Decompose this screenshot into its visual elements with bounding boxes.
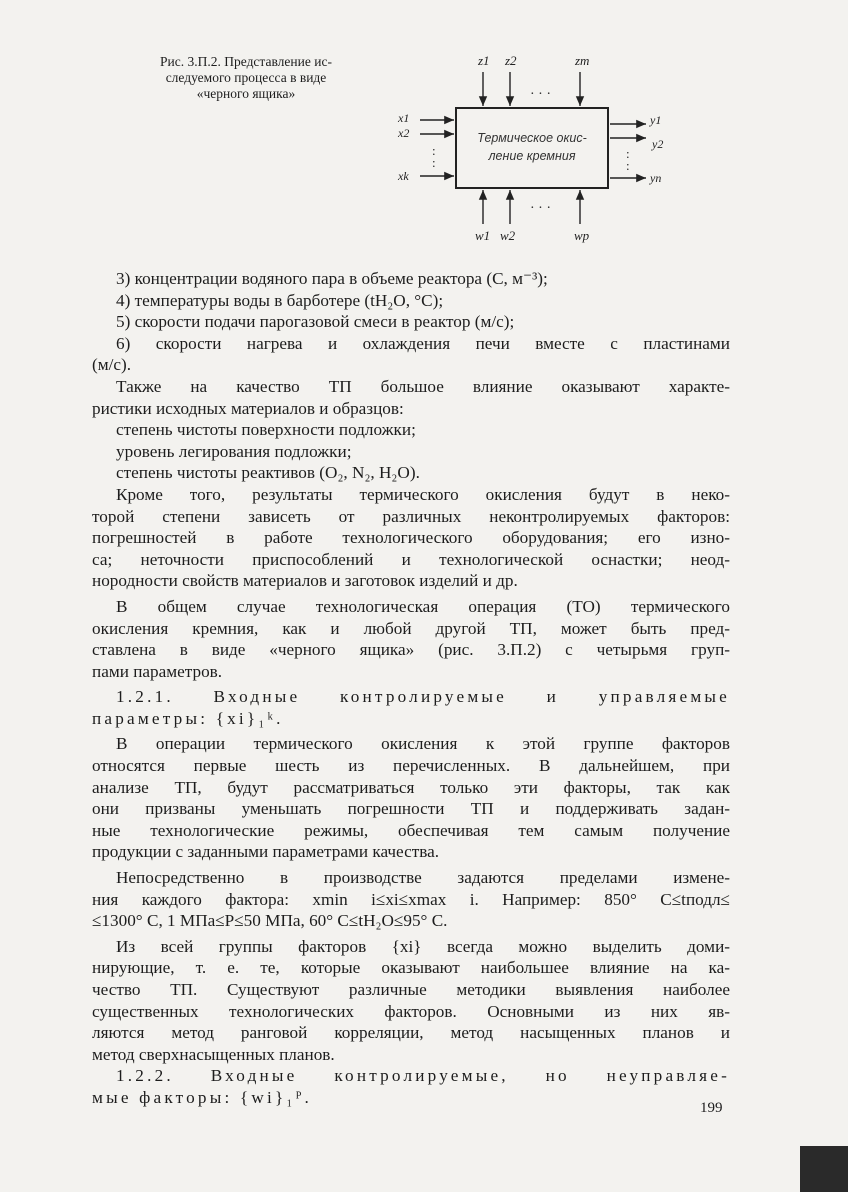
paragraph-line: ния каждого фактора: xmin i≤xi≤xmax i. Например: 850° С≤tподл≤ (92, 889, 730, 909)
section-heading: мые факторы: {wi}₁ᴾ. (92, 1087, 313, 1107)
paragraph-line: метод сверхнасыщенных планов. (92, 1044, 335, 1064)
paragraph-line: Непосредственно в производстве задаются пределами измене- (116, 868, 730, 888)
dots-left: : (432, 143, 436, 158)
paragraph-line: ≤1300° С, 1 МПа≤P≤50 МПа, 60° С≤tH₂O≤95° С. (92, 911, 448, 931)
paragraph-line: нородности свойств материалов и заготовок изделий и др. (92, 571, 518, 591)
paragraph-line: ляются метод ранговой корреляции, метод насыщенных планов и (92, 1023, 730, 1043)
section-heading: параметры: {xi}₁ᵏ. (92, 708, 284, 728)
list-item: 3) концентрации водяного пара в объеме реактора (С, м⁻³); (116, 269, 548, 288)
dots-left: : (432, 155, 436, 170)
paragraph-line: анализе ТП, будут рассматриваться только эти факторы, так как (92, 777, 730, 797)
paragraph-line: ставлена в виде «черного ящика» (рис. 3.П.2) с четырьмя груп- (92, 640, 730, 660)
list-item: уровень легирования подложки; (116, 441, 352, 461)
figure-caption (116, 54, 376, 102)
paragraph-line: существенных технологических факторов. Основными из них яв- (92, 1001, 730, 1021)
label-y2: y2 (652, 137, 664, 151)
label-x1: x1 (398, 111, 410, 125)
paragraph-line: Кроме того, результаты термического окисления будут в неко- (116, 484, 730, 504)
dots-bottom: · · · (530, 201, 551, 216)
list-item: 5) скорости подачи парогазовой смеси в реактор (м/с); (116, 312, 515, 332)
paragraph-line: В операции термического окисления к этой группе факторов (116, 734, 730, 754)
paragraph-line: они призваны уменьшать погрешности ТП и поддерживать задан- (92, 799, 730, 819)
paragraph-line: окисления кремния, как и любой другой ТП, может быть пред- (92, 618, 730, 638)
paragraph-line: погрешностей в работе технологического оборудования; его изно- (92, 528, 730, 548)
paragraph-line: ристики исходных материалов и образцов: (92, 398, 404, 418)
label-xk: xk (398, 169, 409, 183)
paragraph-line: ные технологические режимы, обеспечивая тем самым получение (92, 820, 730, 840)
page-number: 199 (700, 1100, 723, 1116)
paragraph-line: пами параметров. (92, 661, 223, 681)
list-item: степень чистоты поверхности подложки; (116, 420, 416, 440)
list-item: степень чистоты реактивов (O₂, N₂, H₂O). (116, 463, 420, 483)
dots-top: · · · (530, 87, 551, 102)
box-label: ление кремния (488, 149, 576, 163)
caption-line: «черного ящика» (196, 86, 296, 101)
label-x2: x2 (398, 126, 410, 140)
body-text (92, 268, 730, 1109)
label-wp: wp (574, 228, 590, 243)
section-heading: 1.2.2. Входные контролируемые, но неуправляе- (116, 1066, 730, 1086)
dots-right: : (626, 146, 630, 161)
paragraph-line: торой степени зависеть от различных неконтролируемых факторов: (92, 506, 730, 526)
caption-line: следуемого процесса в виде (165, 70, 327, 85)
scan-edge (800, 1146, 848, 1192)
box-label: Термическое окис- (477, 131, 587, 145)
list-item-cont: (м/с). (92, 355, 132, 375)
label-w1: w1 (475, 228, 491, 243)
label-y1: y1 (650, 113, 662, 127)
paragraph-line: са; неточности приспособлений и технологической оснастки; неод- (92, 549, 730, 569)
paragraph-line: Также на качество ТП большое влияние оказывают характе- (116, 376, 730, 396)
label-z1: z1 (478, 53, 490, 68)
paragraph-line: В общем случае технологическая операция (ТО) термического (116, 596, 730, 616)
caption-line: Рис. 3.П.2. Представление ис- (160, 54, 332, 69)
paragraph-line: Из всей группы факторов {xi} всегда можно выделить доми- (116, 936, 730, 956)
label-z2: z2 (505, 53, 517, 68)
black-box-diagram (380, 40, 680, 275)
list-item: 4) температуры воды в барботере (tH₂O, °С); (116, 290, 444, 310)
list-item: 6) скорости нагрева и охлаждения печи вместе с пластинами (116, 333, 730, 353)
label-w2: w2 (500, 228, 516, 243)
section-heading: 1.2.1. Входные контролируемые и управляемые (116, 687, 730, 707)
dots-right: : (626, 158, 630, 173)
label-yn: yn (650, 171, 662, 185)
paragraph-line: нирующие, т. е. те, которые оказывают наибольшее влияние на ка- (92, 958, 730, 978)
paragraph-line: чество ТП. Существуют различные методики выявления наиболее (92, 980, 730, 999)
paragraph-line: относятся первые шесть из перечисленных. В дальнейшем, при (92, 756, 730, 776)
process-box (456, 108, 608, 188)
label-zm: zm (575, 53, 590, 68)
paragraph-line: продукции с заданными параметрами качества. (92, 842, 440, 862)
